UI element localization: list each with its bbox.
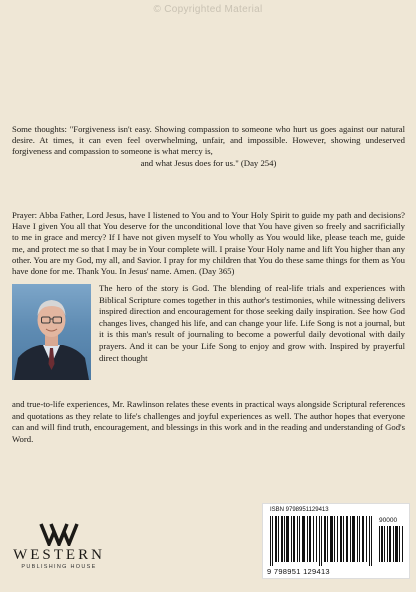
price-code: 90000 [379, 517, 398, 524]
publisher-w-icon [39, 522, 79, 546]
author-portrait-image [12, 284, 91, 380]
description-full-paragraph: and true-to-life experiences, Mr. Rawlinson relates these events in practical ways alongside Scriptural references and quotations as they relate to life's challenges and joyful experiences as well. The author hopes that everyone can and will find truth, encouragement, and blessings in this work and in the reading and understanding of God's Word. [12, 399, 405, 444]
isbn-barcode [262, 503, 410, 579]
copyright-watermark: © Copyrighted Material [153, 4, 263, 15]
description-side-paragraph: The hero of the story is God. The blending of real-life trials and experiences with Biblical Scripture comes together in this author's testimonies, while witnessing delivers inspired direction and encouragement for those seeking daily inspiration. See how God changes lives, changed his life, and can change your life. Life Song is not a journal, but it is this man's result of journaling to become a powerful daily devotional with daily prayers. And it can be your Life Song to enjoy and grow with. Inspired by prayerful direct thought [99, 283, 405, 363]
prayer-paragraph: Prayer: Abba Father, Lord Jesus, have I listened to You and to Your Holy Spirit to guide my path and decisions? Have I given You all that You deserve for the unconditional love that You have given so freely and sacrificially to me in grace and mercy? If I have not given myself to You wholly as You would like, please teach me, guide me, and protect me so that I may be in Your complete will. I praise Your Holy name and lift You higher than any other. You are my God, my all, and Savior. I pray for my children that You do these same things for them as You have done for me. Thank You. In Jesus' name. Amen. (Day 365) [12, 210, 405, 277]
publisher-logo [8, 522, 110, 570]
isbn-label: ISBN 9798951129413 [270, 507, 329, 513]
publisher-subtitle: PUBLISHING HOUSE [21, 564, 97, 570]
author-photo [12, 284, 91, 380]
quote-paragraph [12, 124, 405, 169]
barcode-digits: 9 798951 129413 [267, 567, 330, 576]
publisher-name: WESTERN [13, 547, 105, 563]
quote-text: Some thoughts: "Forgiveness isn't easy. Showing compassion to someone who hurt us goes against our natural desire. At times, it can even feel overwhelming, unfair, and impossible. However, showing undeserved forgiveness and compassion to someone is what mercy is, [12, 124, 405, 157]
quote-closing: and what Jesus does for us." (Day 254) [140, 157, 277, 168]
